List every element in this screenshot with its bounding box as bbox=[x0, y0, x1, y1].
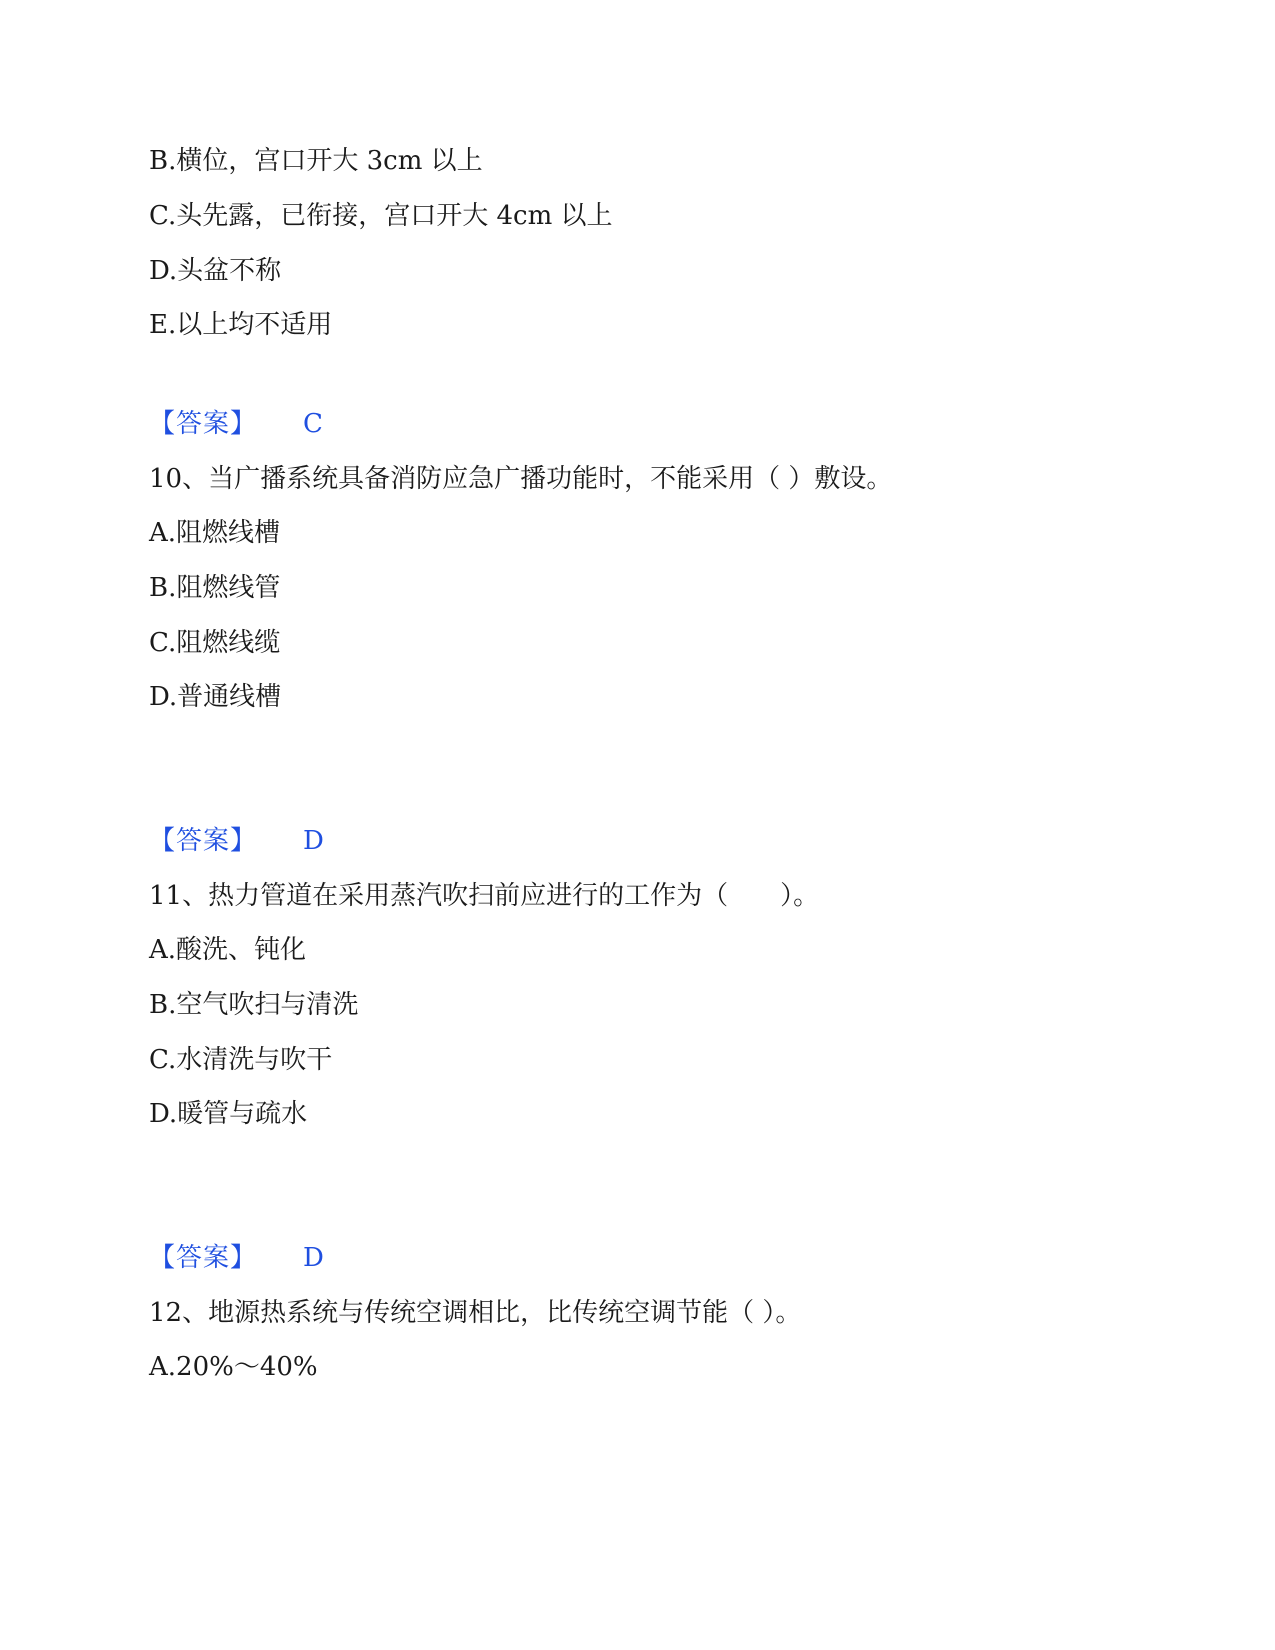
question-12-stem: 12、地源热系统与传统空调相比，比传统空调节能（ ）。 bbox=[149, 1298, 802, 1328]
answer-q10 bbox=[149, 824, 324, 858]
option-q9-d: D.头盆不称 bbox=[149, 256, 282, 286]
option-q10-d: D.普通线槽 bbox=[149, 682, 282, 712]
option-q12-a: A.20%～40% bbox=[149, 1352, 318, 1382]
option-q10-c: C.阻燃线缆 bbox=[149, 628, 281, 658]
answer-label: 【答案】 bbox=[149, 409, 258, 439]
option-q11-b: B.空气吹扫与清洗 bbox=[149, 990, 359, 1020]
answer-label: 【答案】 bbox=[149, 826, 258, 856]
option-q11-a: A.酸洗、钝化 bbox=[149, 935, 307, 965]
answer-value: D bbox=[303, 1243, 324, 1273]
answer-value: C bbox=[303, 409, 323, 439]
option-q10-a: A.阻燃线槽 bbox=[149, 518, 281, 548]
answer-q9 bbox=[149, 407, 323, 441]
answer-label: 【答案】 bbox=[149, 1243, 258, 1273]
question-10-stem: 10、当广播系统具备消防应急广播功能时，不能采用（ ）敷设。 bbox=[149, 464, 893, 494]
option-q9-e: E.以上均不适用 bbox=[149, 310, 333, 340]
option-q9-c: C.头先露，已衔接，宫口开大 4cm 以上 bbox=[149, 201, 613, 231]
answer-value: D bbox=[303, 826, 324, 856]
question-11-stem: 11、热力管道在采用蒸汽吹扫前应进行的工作为（ ）。 bbox=[149, 881, 820, 911]
option-q11-c: C.水清洗与吹干 bbox=[149, 1045, 333, 1075]
option-q9-b: B.横位，宫口开大 3cm 以上 bbox=[149, 146, 483, 176]
option-q11-d: D.暖管与疏水 bbox=[149, 1099, 308, 1129]
option-q10-b: B.阻燃线管 bbox=[149, 573, 281, 603]
answer-q11 bbox=[149, 1241, 324, 1275]
